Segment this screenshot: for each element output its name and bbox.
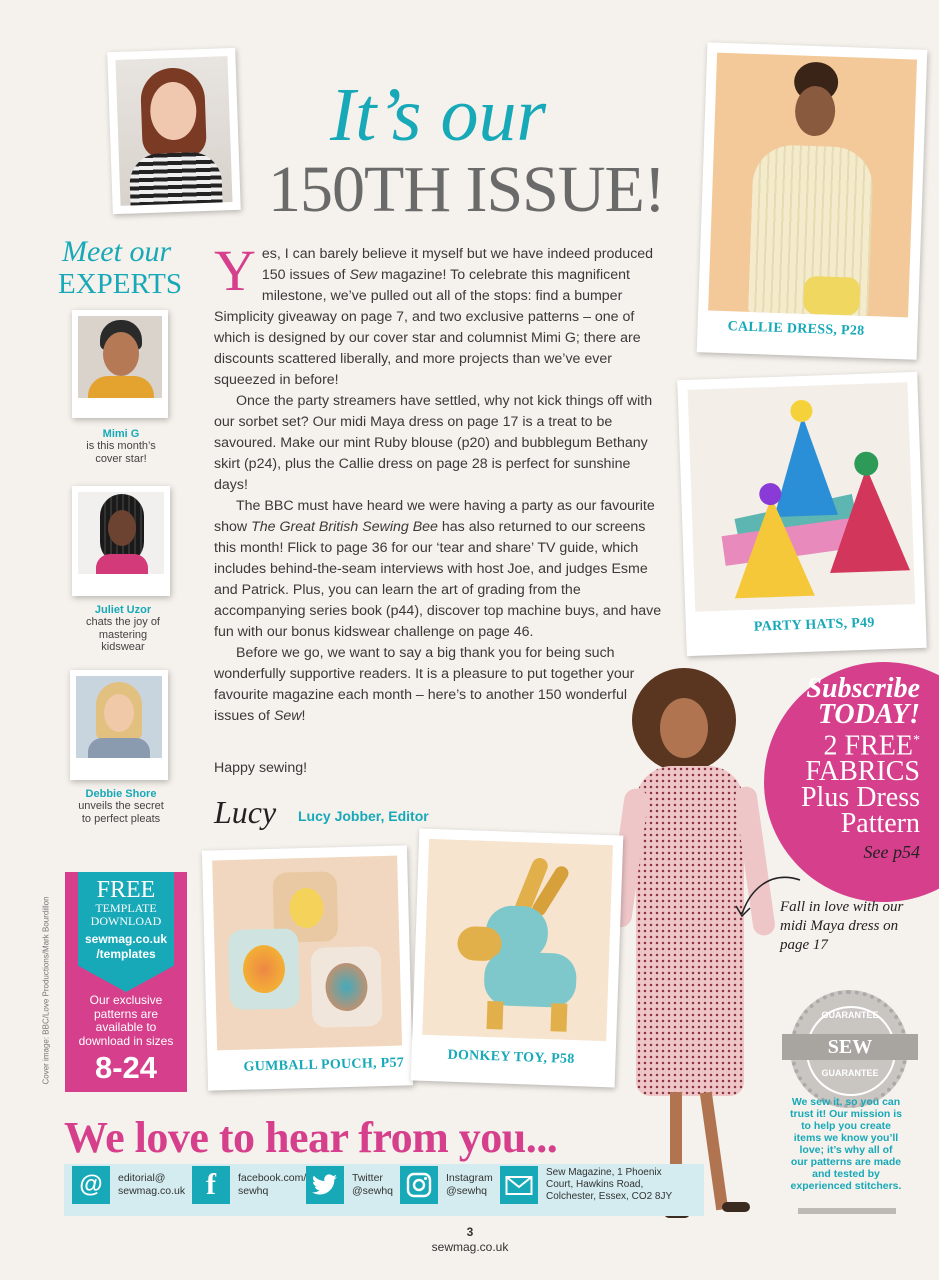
show-name: The Great British Sewing Bee [251, 519, 438, 535]
letter-text: Before we go, we want to say a big thank you for being such wonderfully supportive readers. It is a pleasure to put together your favourite magazine each month – here’s to another 150 wonderful issues of [214, 645, 635, 724]
contact-line: Sew Magazine, 1 Phoenix [546, 1167, 662, 1178]
contact-line: Court, Hawkins Road, [546, 1179, 644, 1190]
signoff: Happy sewing! [214, 760, 308, 776]
contact-address [500, 1166, 672, 1204]
contact-facebook[interactable] [192, 1166, 306, 1204]
subscribe-line: Subscribe [806, 673, 920, 704]
contact-email[interactable] [72, 1166, 185, 1204]
contact-line: Instagram [446, 1172, 493, 1184]
expert-name: Juliet Uzor [94, 604, 152, 616]
headline-title: 150TH ISSUE! [268, 153, 665, 226]
letter-text: magazine! To celebrate this magnificent milestone, we’ve pulled out all of the stops: find a bumper Simplicity giveaway on page 7, and two exclusive patterns – one of which is designed by our cover star and columnist Mimi G; there are discounts scattered liberally, and more projects than we’ve ever squeezed in before! [214, 267, 641, 388]
experts-heading-title: EXPERTS [58, 268, 182, 300]
contact-instagram[interactable] [400, 1166, 493, 1204]
subscribe-star: * [913, 733, 920, 748]
subscribe-line: Plus Dress [800, 782, 920, 814]
instagram-icon [400, 1166, 438, 1204]
contact-line: sewmag.co.uk [118, 1185, 186, 1197]
photo-caption: DONKEY TOY, P58 [447, 1047, 575, 1068]
template-desc: Our exclusive patterns are available to download in sizes [78, 993, 174, 1048]
subscribe-line: Pattern [840, 808, 920, 840]
expert-photo-juliet [72, 486, 170, 596]
subscribe-page: See p54 [863, 842, 920, 863]
guarantee-text: We sew it, so you can trust it! Our mission is to help you create items we know you’ll love; it’s why all of our patterns are made and tested by experienced stitchers. [790, 1096, 903, 1192]
subscribe-line: TODAY! [817, 699, 920, 730]
callie-dress-photo [697, 42, 928, 359]
contact-line: editorial@ [118, 1172, 166, 1184]
twitter-icon [306, 1166, 344, 1204]
expert-desc: unveils the secret to perfect pleats [78, 800, 164, 825]
letter-text: has also returned to our screens this month! Flick to page 36 for our ‘tear and share’ TV guide, which includes behind-the-seam interviews with host Joe, and judges Esme and Patrick. Plus, you can learn the art of grading from the accompanying series book (p44), discover top machine buys, and have fun with our bonus kidswear challenge on page 46. [214, 519, 662, 640]
expert-photo-mimi [72, 310, 168, 418]
contact-line: facebook.com/ [238, 1172, 307, 1184]
template-url[interactable]: sewmag.co.uk [84, 932, 168, 946]
template-label: DOWNLOAD [90, 914, 162, 928]
expert-name: Mimi G [102, 428, 140, 440]
envelope-icon [500, 1166, 538, 1204]
facebook-icon: f [192, 1166, 230, 1204]
guarantee-center: SEW [827, 1036, 873, 1058]
page-number: 3 [466, 1225, 474, 1239]
contact-line: Twitter [352, 1172, 383, 1184]
gumball-pouch-photo [202, 845, 413, 1090]
maya-note: Fall in love with our midi Maya dress on page 17 [780, 899, 904, 953]
magazine-name: Sew [349, 267, 378, 283]
expert-photo-debbie [70, 670, 168, 780]
expert-name: Debbie Shore [85, 788, 157, 800]
guarantee-ring-top: GUARANTEE [821, 1010, 879, 1020]
letter-text: es, I can barely believe it myself but we have indeed produced 150 issues of [261, 246, 654, 283]
letter-text: ! [301, 708, 306, 724]
subscribe-line: 2 FREE [823, 730, 913, 762]
model-maya-dress [612, 668, 802, 1238]
contact-line: Colchester, Essex, CO2 8JY [546, 1191, 673, 1202]
donkey-toy-photo [411, 829, 624, 1088]
subscribe-line: FABRICS [805, 756, 920, 788]
editor-photo [107, 48, 241, 214]
expert-desc: is this month’s cover star! [86, 440, 156, 465]
contact-line: @sewhq [446, 1185, 488, 1197]
expert-desc: chats the joy of mastering kidswear [86, 616, 160, 653]
contact-line: sewhq [238, 1185, 269, 1197]
site-url[interactable]: sewmag.co.uk [431, 1240, 509, 1254]
photo-caption: PARTY HATS, P49 [753, 615, 875, 635]
party-hats-photo [677, 372, 926, 656]
template-label: TEMPLATE [95, 901, 157, 915]
letter-text: The BBC must have heard we were having a party as our favourite show [214, 498, 655, 535]
template-url[interactable]: /templates [96, 947, 156, 961]
template-free: FREE [96, 877, 156, 903]
divider [798, 1208, 896, 1214]
at-icon: @ [72, 1166, 110, 1204]
signature: Lucy [214, 794, 277, 830]
magazine-name: Sew [273, 708, 302, 724]
footer-heading: We love to hear from you... [64, 1113, 558, 1162]
contact-line: @sewhq [352, 1185, 394, 1197]
drop-cap: Y [214, 238, 256, 303]
photo-caption: CALLIE DRESS, P28 [727, 319, 865, 339]
contact-twitter[interactable] [306, 1166, 393, 1204]
template-sizes: 8-24 [94, 1050, 158, 1085]
editor-letter [214, 238, 662, 727]
headline-script: It’s our [330, 73, 547, 157]
guarantee-ring-bottom: GUARANTEE [821, 1068, 879, 1078]
photo-caption: GUMBALL POUCH, P57 [243, 1055, 405, 1075]
experts-heading-script: Meet our [62, 235, 172, 268]
editor-name: Lucy Jobber, Editor [298, 808, 429, 824]
letter-paragraph: Once the party streamers have settled, why not kick things off with our sorbet set? Our midi Maya dress on page 17 is a treat to be savoured. Make our mint Ruby blouse (p20) and bubblegum Bethany skirt (p24), plus the Callie dress on page 28 is perfect for sunshine days! [214, 393, 653, 493]
image-credit: Cover image: BBC/Love Productions/Mark Bourdillon [41, 896, 51, 1085]
